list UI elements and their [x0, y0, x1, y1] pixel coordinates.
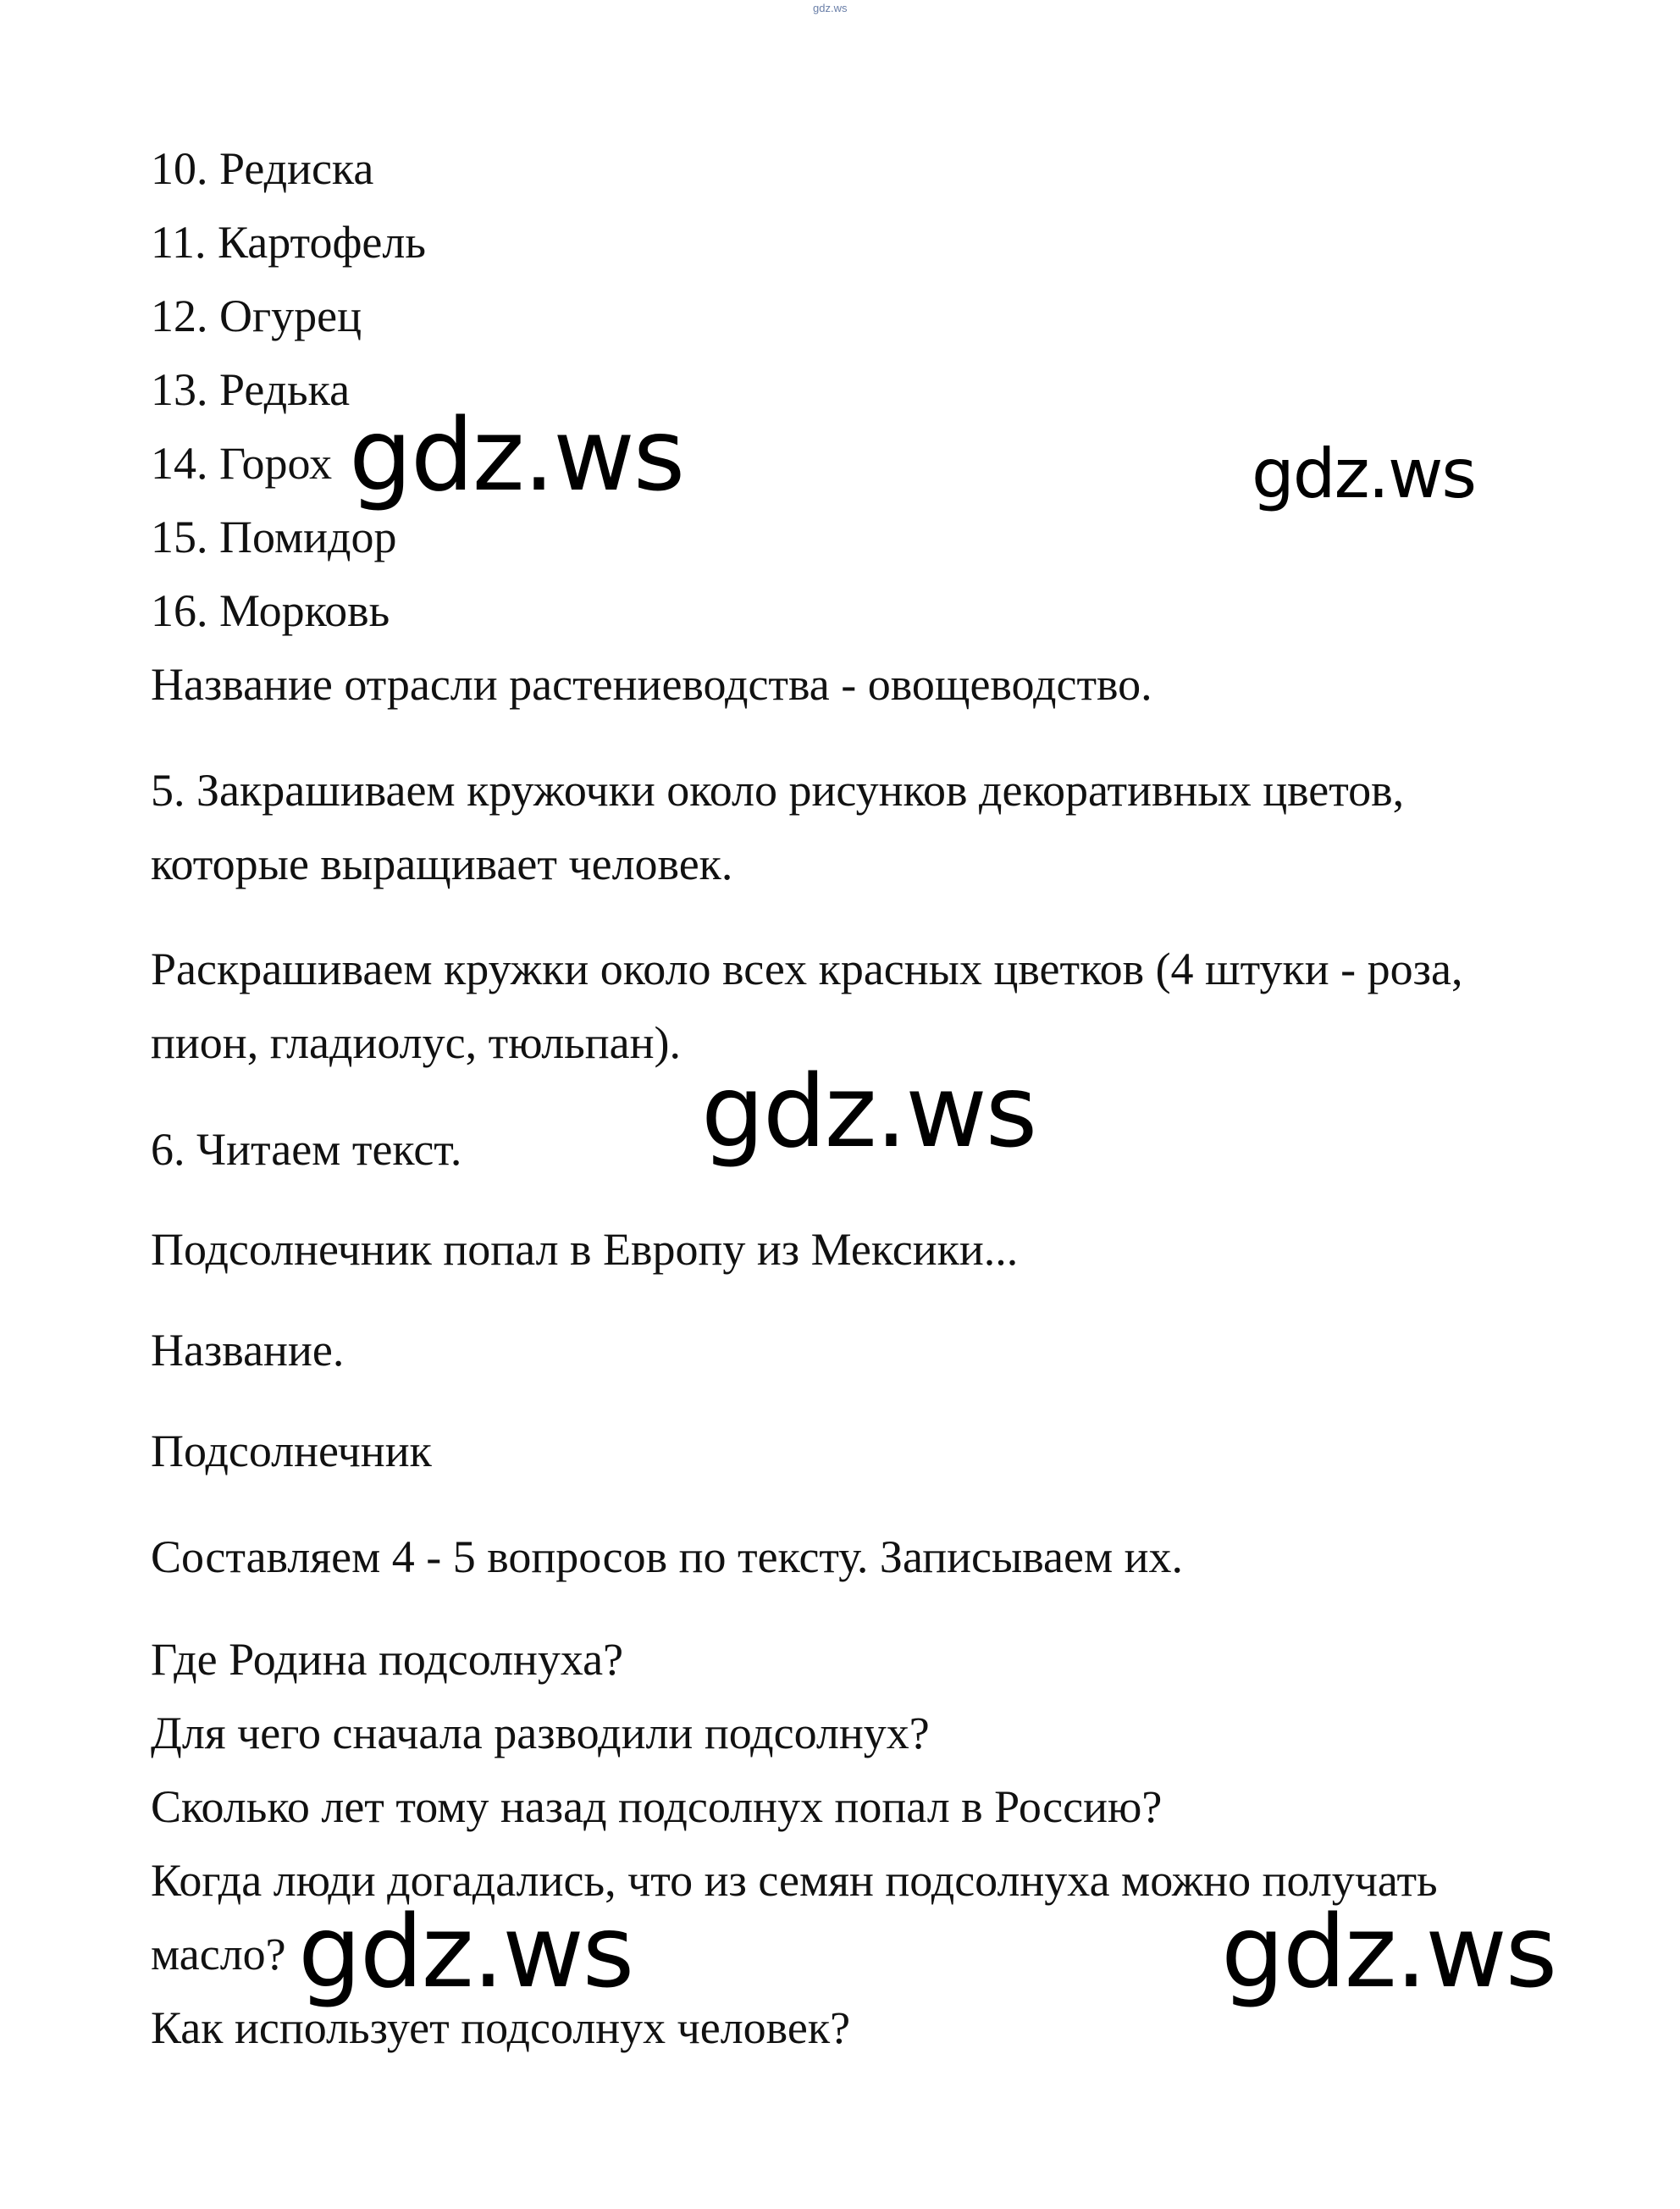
- task6-heading: 6. Читаем текст.: [151, 1124, 462, 1175]
- list-item: 16. Морковь: [151, 585, 390, 636]
- task5-line: пион, гладиолус, тюльпан).: [151, 1017, 682, 1068]
- watermark: gdz.ws: [701, 1053, 1036, 1170]
- task6-questions-intro: Составляем 4 - 5 вопросов по тексту. Записываем их.: [151, 1531, 1184, 1582]
- list-item: 14. Горох: [151, 438, 333, 489]
- watermark: gdz.ws: [1221, 1893, 1556, 2010]
- task5-line: которые выращивает человек.: [151, 839, 733, 889]
- watermark: gdz.ws: [298, 1893, 633, 2010]
- header-watermark: gdz.ws: [813, 2, 848, 14]
- question-line: Когда люди догадались, что из семян подсолнуха можно получать: [151, 1855, 1438, 1906]
- watermark: gdz.ws: [1252, 435, 1476, 513]
- list-item: 11. Картофель: [151, 217, 426, 268]
- task6-text-start: Подсолнечник попал в Европу из Мексики...: [151, 1224, 1019, 1275]
- question-line: Где Родина подсолнуха?: [151, 1634, 624, 1685]
- question-line: масло?: [151, 1929, 286, 1979]
- task6-title-value: Подсолнечник: [151, 1426, 432, 1476]
- question-line: Как использует подсолнух человек?: [151, 2002, 851, 2053]
- list-item: 13. Редька: [151, 364, 351, 415]
- task6-title-label: Название.: [151, 1325, 345, 1376]
- list-item: 12. Огурец: [151, 291, 362, 341]
- question-line: Для чего сначала разводили подсолнух?: [151, 1708, 930, 1758]
- task5-line: Раскрашиваем кружки около всех красных цветков (4 штуки - роза,: [151, 944, 1463, 994]
- watermark: gdz.ws: [349, 396, 684, 513]
- question-line: Сколько лет тому назад подсолнух попал в Россию?: [151, 1781, 1163, 1832]
- task5-line: 5. Закрашиваем кружочки около рисунков декоративных цветов,: [151, 765, 1405, 816]
- branch-line: Название отрасли растениеводства - овощеводство.: [151, 659, 1152, 710]
- list-item: 10. Редиска: [151, 143, 374, 194]
- list-item: 15. Помидор: [151, 512, 397, 562]
